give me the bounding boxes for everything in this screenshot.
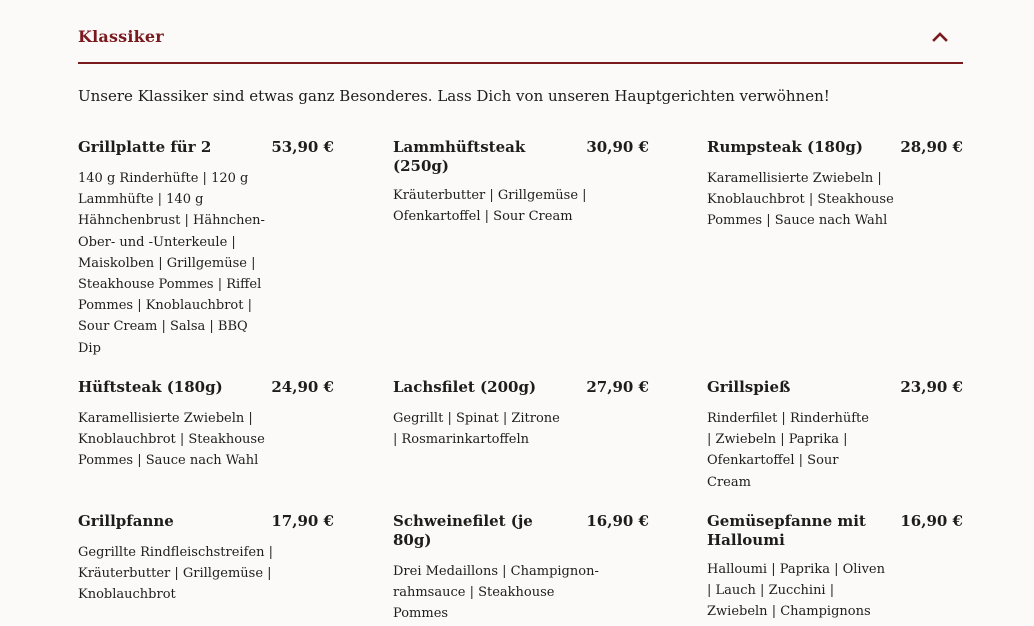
menu-item: [707, 512, 963, 623]
menu-section: [78, 0, 963, 622]
item-price: 28,90 €: [900, 138, 963, 156]
item-description: Karamellisierte Zwiebeln | Knoblauchbrot | Steakhouse Pommes | Sauce nach Wahl: [707, 171, 894, 229]
item-price: 16,90 €: [900, 512, 963, 530]
item-name: Rumpsteak (180g): [707, 138, 863, 156]
item-price: 17,90 €: [271, 512, 334, 530]
item-description: Gegrillte Rindfleischstreifen | Kräuterbutter | Grillgemüse | Knoblauchbrot: [78, 545, 273, 603]
item-name: Hüftsteak (180g): [78, 378, 223, 396]
item-description: Drei Medaillons | Champignon-rahmsauce | Steakhouse Pommes: [393, 564, 599, 622]
item-name: Grillspieß: [707, 378, 791, 396]
item-name: Schweinefilet (je 80g): [393, 512, 533, 549]
item-price: 30,90 €: [586, 138, 649, 156]
item-name: Gemüsepfanne mit Halloumi: [707, 512, 866, 549]
item-name: Grillplatte für 2: [78, 138, 212, 156]
item-price: 24,90 €: [271, 378, 334, 396]
menu-item: [78, 378, 334, 472]
item-description: Halloumi | Paprika | Oliven | Lauch | Zucchini | Zwiebeln | Champignons: [707, 562, 885, 620]
menu-item: [78, 512, 334, 606]
section-header[interactable]: [78, 0, 963, 64]
menu-item: [707, 138, 963, 232]
section-title: Klassiker: [78, 27, 164, 46]
item-name: Lachsfilet (200g): [393, 378, 537, 396]
chevron-up-icon[interactable]: [931, 28, 949, 46]
item-name: Lammhüftsteak (250g): [393, 138, 526, 175]
menu-item: [393, 378, 649, 450]
menu-item: [78, 138, 334, 359]
item-description: Kräuterbutter | Grillgemüse | Ofenkartoffel | Sour Cream: [393, 188, 587, 225]
menu-item: [393, 512, 649, 625]
item-description: 140 g Rinderhüfte | 120 g Lammhüfte | 140 g Hähnchenbrust | Hähnchen-Ober- und -Unterkeule | Maiskolben | Grillgemüse | Steakhouse Pommes | Riffel Pommes | Knoblauchbrot | Sour Cream | Salsa | BBQ Dip: [78, 171, 265, 356]
menu-item: [393, 138, 649, 227]
section-intro: Unsere Klassiker sind etwas ganz Besonderes. Lass Dich von unseren Hauptgerichten verwöhnen!: [78, 87, 830, 105]
item-description: Karamellisierte Zwiebeln | Knoblauchbrot | Steakhouse Pommes | Sauce nach Wahl: [78, 411, 265, 469]
item-price: 23,90 €: [900, 378, 963, 396]
item-price: 27,90 €: [586, 378, 649, 396]
item-description: Rinderfilet | Rinderhüfte | Zwiebeln | Paprika | Ofenkartoffel | Sour Cream: [707, 411, 869, 490]
item-description: Gegrillt | Spinat | Zitrone | Rosmarinkartoffeln: [393, 411, 560, 448]
menu-item: [707, 378, 963, 493]
item-price: 53,90 €: [271, 138, 334, 156]
item-price: 16,90 €: [586, 512, 649, 530]
item-name: Grillpfanne: [78, 512, 174, 530]
